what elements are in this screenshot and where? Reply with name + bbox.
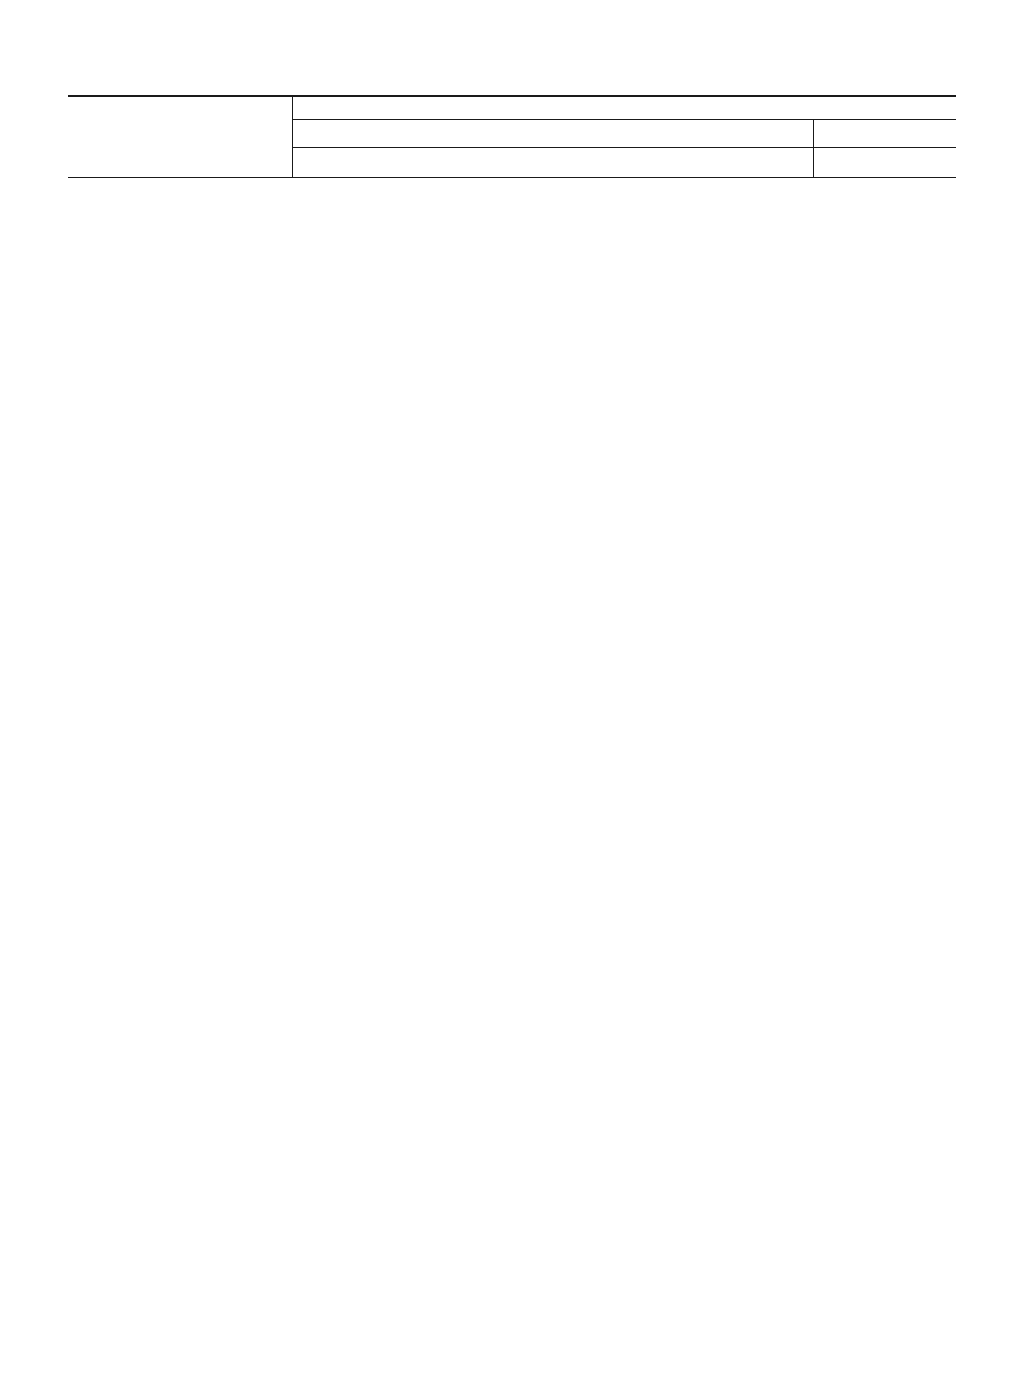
index-divider [813, 119, 814, 177]
stub-divider [292, 97, 293, 177]
head-bottom-rule [68, 177, 956, 178]
year-row-rule [292, 147, 956, 148]
head-top-rule [68, 95, 956, 97]
group-label-rule [292, 119, 956, 120]
